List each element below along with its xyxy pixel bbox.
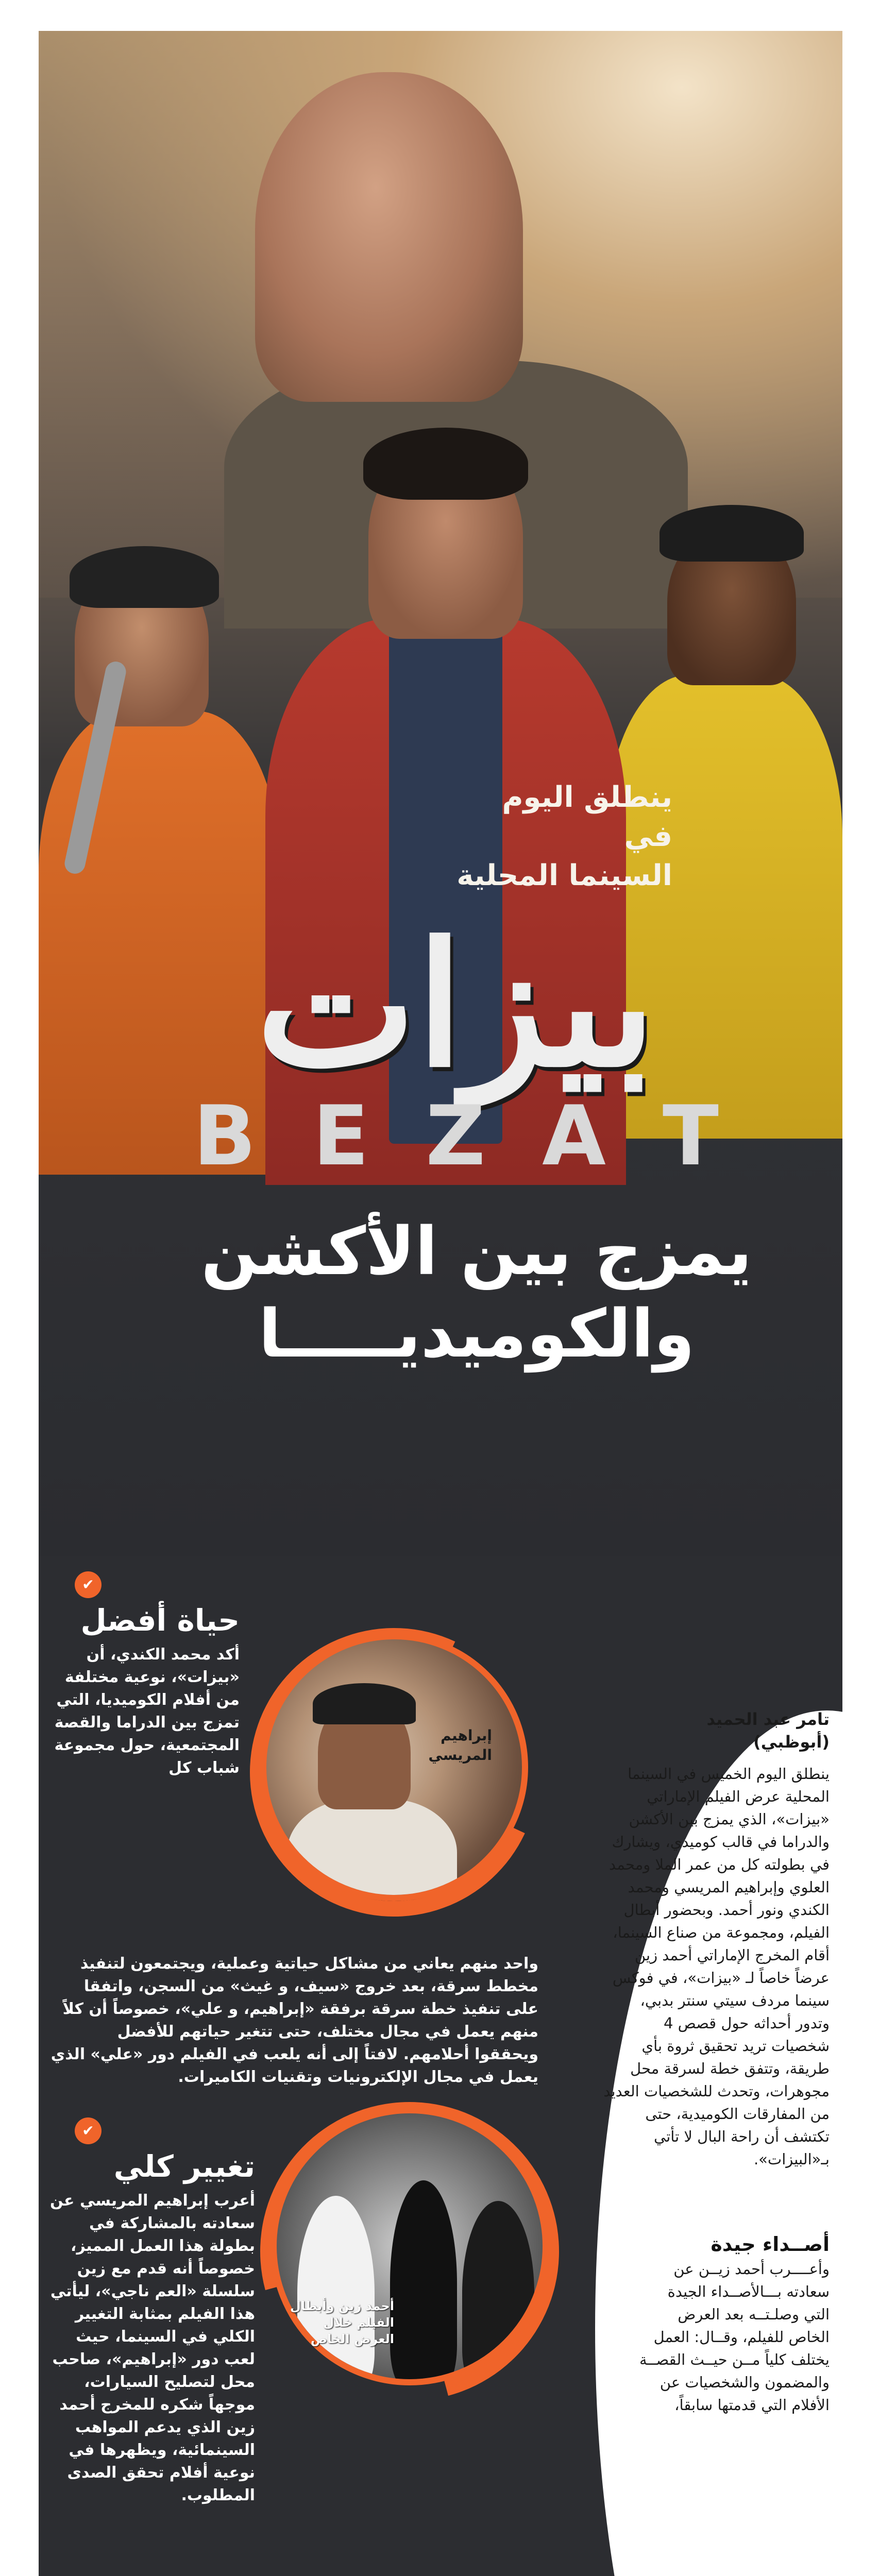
article-intro: ينطلق اليوم الخميس في السينما المحلية عرض الفيلم الإماراتي «بيزات»، الذي يمزج بين الأكشن والدراما في قالب كوميدي، ويشارك في بطولته كل من عمر الملا ومحمد العلوي وإبراهيم المريسي ومحمد الكندي ونور أحمد. وبحضور أبطال الفيلم، ومجموعة من صناع السينما، أقام المخرج الإماراتي أحمد زين عرضاً خاصاً لـ «بيزات»، في فوكس سينما مردف سيتي سنتر بدبي، وتدور أحداثه حول قصص 4 شخصيات تريد تحقيق ثروة بأي طريقة، وتتفق خطة لسرقة محل مجوهرات، وتحدث للشخصيات العديد من المفارقات الكوميدية، حتى تكتشف أن راحة البال لا تأتي بـ«البيزات». (603, 1765, 830, 2168)
section-total-change (49, 2148, 255, 2507)
section-body: أعرب إبراهيم المريسي عن سعادته بالمشاركة في بطولة هذا العمل المميز، خصوصاً أنه قدم مع زين سلسلة «العم ناجي»، ليأتي هذا الفيلم بمثابة التغيير الكلي في السينما، حيث لعب دور «إبراهيم»، صاحب محل لتصليح السيارات، موجهاً شكره للمخرج أحمد زين الذي يدعم المواهب السينمائية، ويظهرها في نوعية أفلام تحقق الصدى المطلوب. (50, 2192, 255, 2504)
photo1-caption-line-2: المريسي (428, 1747, 492, 1764)
section-body: واحد منهم يعاني من مشاكل حياتية وعملية، ويجتمعون لتنفيذ مخطط سرقة، بعد خروج «سيف، و غيث» من السجن، واتفقا على تنفيذ خطة سرقة برفقة «إبراهيم، و علي»، خصوصاً أن كلاً منهم يعمل في مجال مختلف، حتى تتغير حياتهم للأفضل ويحققوا أحلامهم. لافتاً إلى أنه يلعب في الفيلم دور «علي» الذي يعمل في مجال الإلكترونيات وتقنيات الكاميرات. (50, 1955, 538, 2086)
poster-figure-center-hair (363, 428, 528, 500)
photo-person-right (462, 2201, 534, 2385)
title-letter: B (193, 1088, 256, 1184)
poster-figure-left-cap (70, 546, 219, 608)
premiere-line-2: السينما المحلية (457, 859, 672, 892)
premiere-tagline (456, 778, 672, 895)
movie-title-arabic: بيزات (256, 905, 656, 1105)
section-title: تغيير كلي (113, 2149, 255, 2184)
article-intro-column (603, 1708, 830, 2171)
photo1-caption-line-1: إبراهيم (441, 1727, 492, 1744)
section-better-life-continued (49, 1953, 538, 2089)
movie-title-english (193, 1088, 719, 1184)
poster-figure-right-cap (660, 505, 804, 562)
photo2-caption: أحمد زين وأبطال الفيلم خلال العرض الخاص (290, 2299, 394, 2346)
article-side-body: وأعــــرب أحمد زيــن عن سعادته بـــالأصــداء الجيدة التي وصلـتــه بعد العرض الخاص للفيلم، وقــال: العمل يختلف كلياً مــن حيــث القصــة والمضمون والشخصيات عن الأفلام التي قدمتها سابقاً، (639, 2260, 830, 2414)
premiere-line-1: ينطلق اليوم في (502, 781, 672, 853)
poster-figure-back-head (255, 72, 523, 402)
section-title: حياة أفضل (80, 1603, 240, 1638)
title-letter: T (662, 1088, 719, 1184)
title-letter: E (312, 1088, 369, 1184)
title-letter: A (542, 1088, 606, 1184)
subheading-good-reception: أصــداء جيدة (711, 2233, 830, 2256)
article-headline (111, 1211, 842, 1376)
photo-person-cap (313, 1683, 416, 1724)
headline-line-2: والكوميديـــــا (258, 1296, 695, 1372)
photo-ibrahim-almarisi (260, 1633, 528, 1901)
article-side-column (639, 2231, 830, 2416)
photo-person-body (287, 1799, 457, 1901)
check-icon: ✔ (75, 1571, 102, 1598)
byline-place: (أبوظبي) (753, 1732, 830, 1752)
byline-name: تامر عبد الحميد (706, 1709, 830, 1729)
headline-line-1: يمزج بين الأكشن (201, 1213, 752, 1290)
photo-person-center (390, 2180, 457, 2385)
movie-poster (39, 31, 842, 1556)
section-better-life (49, 1602, 240, 1780)
title-letter: Z (426, 1088, 486, 1184)
check-icon: ✔ (75, 2117, 102, 2144)
section-body: أكد محمد الكندي، أن «بيزات»، نوعية مختلفة من أفلام الكوميديا، التي تمزج بين الدراما والقصة المجتمعية، حول مجموعة شباب كل (54, 1646, 240, 1777)
photo1-caption (399, 1726, 492, 1765)
photo-person-white-robe (297, 2196, 375, 2385)
